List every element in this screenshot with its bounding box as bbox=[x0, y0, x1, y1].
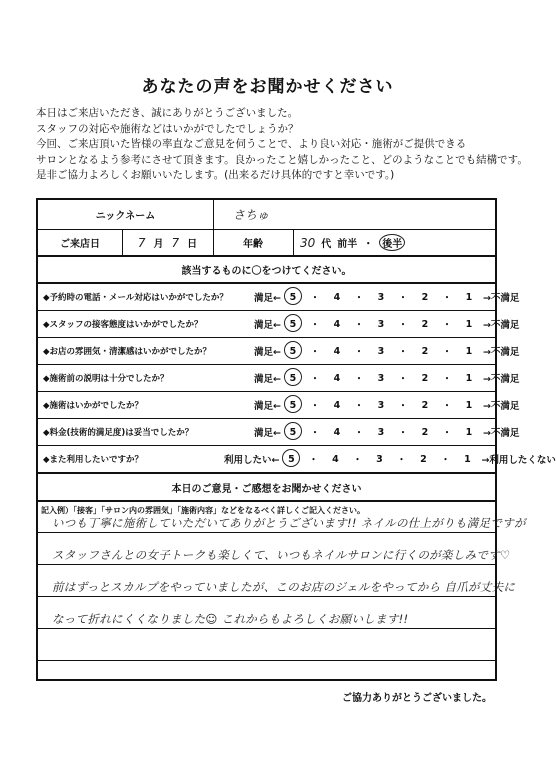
page-title: あなたの声をお聞かせください bbox=[141, 77, 394, 97]
scale-separator: ・ bbox=[310, 428, 320, 439]
age-field[interactable] bbox=[300, 230, 490, 255]
intro-line: サロンとなるよう参考にさせて頂きます。良かったこと嬉しかったこと、どのようなことでも結構です。 bbox=[36, 153, 528, 166]
survey-form bbox=[36, 198, 556, 681]
question-text: ◆料金(技術的満足度)は妥当でしたか？ bbox=[43, 428, 194, 438]
question-row bbox=[38, 284, 520, 311]
rating-scale bbox=[254, 365, 519, 391]
scale-separator: ・ bbox=[442, 293, 452, 304]
question-row bbox=[38, 365, 520, 392]
scale-separator: ・ bbox=[354, 293, 364, 304]
rating-scale bbox=[254, 338, 519, 364]
scale-left-label: 満足← bbox=[254, 347, 281, 358]
intro-line: 本日はご来店いただき、誠にありがとうございました。 bbox=[36, 107, 299, 119]
rating-option-5[interactable]: 5 bbox=[283, 400, 303, 411]
scale-separator: ・ bbox=[398, 428, 408, 439]
scale-right-label: →不満足 bbox=[482, 347, 520, 358]
rating-option-2[interactable]: 2 bbox=[421, 426, 429, 438]
scale-separator: ・ bbox=[396, 455, 407, 466]
rating-option-2[interactable]: 2 bbox=[421, 318, 429, 330]
scale-separator: ・ bbox=[398, 347, 408, 358]
revisit-option-2[interactable]: 2 bbox=[420, 453, 427, 465]
rating-scale bbox=[254, 392, 519, 418]
thanks-message: ご協力ありがとうございました。 bbox=[342, 693, 492, 704]
comment-area[interactable] bbox=[38, 502, 526, 679]
scale-separator: ・ bbox=[354, 374, 364, 385]
rating-option-1[interactable]: 1 bbox=[465, 345, 473, 357]
rating-option-3[interactable]: 3 bbox=[377, 372, 385, 384]
scale-separator: ・ bbox=[310, 401, 320, 412]
rating-scale bbox=[254, 284, 519, 310]
scale-separator: ・ bbox=[398, 401, 408, 412]
question-text: ◆施術前の説明は十分でしたか？ bbox=[43, 374, 169, 384]
scale-separator: ・ bbox=[442, 374, 452, 385]
comment-line: 前はずっとスカルプをやっていましたが、このお店のジェルをやってから 自爪が丈夫に bbox=[52, 580, 516, 594]
visit-month-value: 7 bbox=[137, 235, 146, 250]
scale-separator: ・ bbox=[440, 455, 451, 466]
nickname-label: ニックネーム bbox=[95, 211, 156, 222]
comment-heading: 本日のご意見・ご感想をお聞かせください bbox=[171, 483, 362, 495]
rating-option-4[interactable]: 4 bbox=[333, 426, 341, 438]
age-separator: ・ bbox=[363, 239, 374, 250]
rating-option-5[interactable]: 5 bbox=[283, 346, 303, 357]
scale-left-label: 満足← bbox=[254, 320, 281, 331]
age-label: 年齢 bbox=[243, 239, 263, 250]
revisit-option-4[interactable]: 4 bbox=[332, 453, 339, 465]
scale-separator: ・ bbox=[308, 455, 319, 466]
question-text: ◆お店の雰囲気・清潔感はいかがでしたか？ bbox=[43, 347, 212, 357]
scale-separator: ・ bbox=[398, 374, 408, 385]
scale-right-label: →不満足 bbox=[482, 374, 520, 385]
scale-left-label: 満足← bbox=[254, 374, 281, 385]
scale-separator: ・ bbox=[398, 293, 408, 304]
rating-option-1[interactable]: 1 bbox=[465, 318, 473, 330]
rating-option-5[interactable]: 5 bbox=[283, 319, 303, 330]
revisit-question: ◆また利用したいですか？ bbox=[43, 455, 144, 465]
scale-right-label: →不満足 bbox=[482, 320, 520, 331]
revisit-left-label: 利用したい← bbox=[224, 455, 280, 466]
rating-option-5[interactable]: 5 bbox=[283, 427, 303, 438]
comment-example-note: 記入例）「接客」「サロン内の雰囲気」「施術内容」などをなるべく詳しくご記入ください。 bbox=[41, 506, 365, 515]
question-text: ◆スタッフの接客態度はいかがでしたか？ bbox=[43, 320, 203, 330]
rating-scale bbox=[254, 419, 519, 445]
rating-option-4[interactable]: 4 bbox=[333, 291, 341, 303]
scale-left-label: 満足← bbox=[254, 401, 281, 412]
rating-option-3[interactable]: 3 bbox=[377, 426, 385, 438]
question-row bbox=[38, 419, 520, 446]
day-unit: 日 bbox=[187, 239, 198, 250]
question-text: ◆施術はいかがでしたか？ bbox=[43, 401, 144, 411]
age-second-half-option[interactable]: 後半 bbox=[379, 234, 405, 251]
visit-day-value: 7 bbox=[171, 235, 180, 250]
revisit-option-3[interactable]: 3 bbox=[376, 453, 383, 465]
scale-separator: ・ bbox=[354, 320, 364, 331]
comment-heading-row bbox=[38, 474, 495, 502]
scale-separator: ・ bbox=[310, 320, 320, 331]
rating-option-1[interactable]: 1 bbox=[465, 291, 473, 303]
rating-option-5[interactable]: 5 bbox=[283, 292, 303, 303]
scale-separator: ・ bbox=[310, 374, 320, 385]
scale-right-label: →不満足 bbox=[482, 401, 520, 412]
question-row bbox=[38, 338, 520, 365]
comment-line: スタッフさんとの女子トークも楽しくて、いつもネイルサロンに行くのが楽しみです♡ bbox=[52, 548, 511, 562]
instruction-row bbox=[38, 257, 495, 284]
scale-separator: ・ bbox=[442, 347, 452, 358]
revisit-row bbox=[38, 446, 556, 474]
scale-separator: ・ bbox=[442, 401, 452, 412]
date-age-row bbox=[38, 230, 495, 257]
scale-separator: ・ bbox=[442, 428, 452, 439]
rating-option-1[interactable]: 1 bbox=[465, 399, 473, 411]
scale-separator: ・ bbox=[354, 347, 364, 358]
question-text: ◆予約時の電話・メール対応はいかがでしたか？ bbox=[43, 293, 228, 303]
rating-option-5[interactable]: 5 bbox=[283, 373, 303, 384]
rating-scale bbox=[254, 311, 519, 337]
rating-option-2[interactable]: 2 bbox=[421, 399, 429, 411]
rating-option-3[interactable]: 3 bbox=[377, 318, 385, 330]
visit-date-label: ご来店日 bbox=[60, 239, 100, 250]
revisit-option-5[interactable]: 5 bbox=[281, 454, 301, 465]
age-unit: 代 bbox=[321, 239, 332, 250]
question-row bbox=[38, 392, 520, 419]
nickname-row bbox=[38, 200, 495, 230]
visit-date-field[interactable] bbox=[122, 230, 213, 255]
revisit-right-label: →利用したくない bbox=[481, 455, 556, 466]
revisit-scale bbox=[224, 446, 556, 472]
rating-option-4[interactable]: 4 bbox=[333, 399, 341, 411]
comment-line: なって折れにくくなりました☺ これからもよろしくお願いします!! bbox=[52, 612, 409, 626]
rating-option-1[interactable]: 1 bbox=[465, 426, 473, 438]
rating-option-3[interactable]: 3 bbox=[377, 399, 385, 411]
rating-option-4[interactable]: 4 bbox=[333, 345, 341, 357]
scale-separator: ・ bbox=[310, 293, 320, 304]
scale-separator: ・ bbox=[398, 320, 408, 331]
intro-line: 是非ご協力よろしくお願いいたします。(出来るだけ具体的ですと幸いです。) bbox=[36, 169, 395, 182]
instruction-heading: 該当するものに〇をつけてください。 bbox=[181, 266, 352, 277]
rating-option-2[interactable]: 2 bbox=[421, 372, 429, 384]
age-first-half-option[interactable]: 前半 bbox=[337, 239, 358, 250]
intro-text bbox=[36, 106, 528, 184]
rating-option-4[interactable]: 4 bbox=[333, 318, 341, 330]
rating-option-3[interactable]: 3 bbox=[377, 291, 385, 303]
scale-separator: ・ bbox=[354, 401, 364, 412]
rating-option-4[interactable]: 4 bbox=[333, 372, 341, 384]
scale-left-label: 満足← bbox=[254, 428, 281, 439]
rating-option-2[interactable]: 2 bbox=[421, 291, 429, 303]
scale-separator: ・ bbox=[354, 428, 364, 439]
question-row bbox=[38, 311, 520, 338]
scale-separator: ・ bbox=[352, 455, 363, 466]
age-value: 30 bbox=[300, 235, 316, 250]
intro-line: スタッフの対応や施術などはいかがでしたでしょうか？ bbox=[36, 122, 299, 135]
nickname-field[interactable]: さちゅ bbox=[233, 208, 270, 222]
scale-right-label: →不満足 bbox=[482, 428, 520, 439]
rating-option-1[interactable]: 1 bbox=[465, 372, 473, 384]
scale-right-label: →不満足 bbox=[482, 293, 520, 304]
scale-separator: ・ bbox=[442, 320, 452, 331]
month-unit: 月 bbox=[153, 239, 164, 250]
intro-line: 今回、ご来店頂いた皆様の率直なご意見を伺うことで、より良い対応・施術がご提供できる bbox=[36, 138, 467, 151]
comment-line: いつも丁寧に施術していただいてありがとうございます!! ネイルの仕上がりも満足ですが bbox=[52, 516, 526, 530]
scale-separator: ・ bbox=[310, 347, 320, 358]
rating-option-2[interactable]: 2 bbox=[421, 345, 429, 357]
rating-option-3[interactable]: 3 bbox=[377, 345, 385, 357]
scale-left-label: 満足← bbox=[254, 293, 281, 304]
revisit-option-1[interactable]: 1 bbox=[464, 453, 471, 465]
